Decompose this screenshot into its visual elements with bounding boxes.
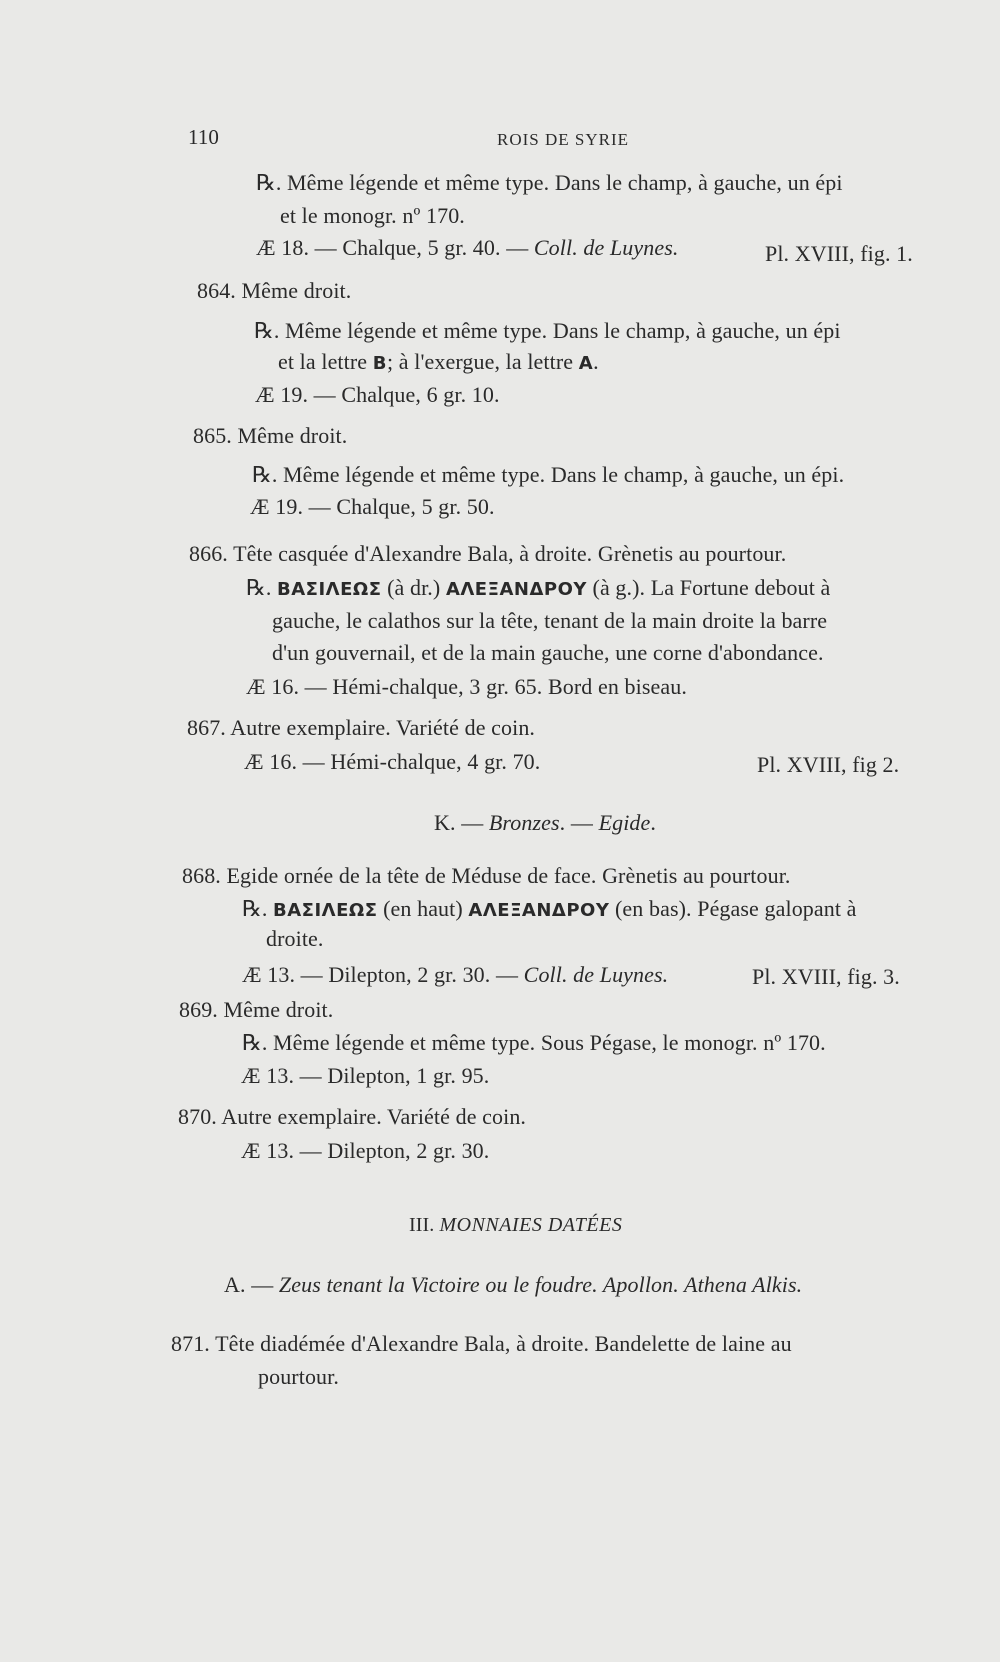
- entry-line: 868. Egide ornée de la tête de Méduse de face. Grènetis au pourtour.: [182, 863, 791, 888]
- text-line: Æ 19. — Chalque, 6 gr. 10.: [255, 382, 500, 407]
- plate-reference: Pl. XVIII, fig. 1.: [765, 241, 913, 266]
- entry-line: 871. Tête diadémée d'Alexandre Bala, à droite. Bandelette de laine au: [171, 1331, 792, 1356]
- entry-line: 869. Même droit.: [179, 997, 334, 1022]
- text-line: et le monogr. nº 170.: [280, 203, 465, 228]
- entry-line: 870. Autre exemplaire. Variété de coin.: [178, 1104, 527, 1129]
- text-line: ℞. Même légende et même type. Dans le champ, à gauche, un épi: [254, 318, 841, 343]
- section-heading: III. MONNAIES DATÉES: [409, 1214, 623, 1236]
- text-line: ℞. Même légende et même type. Dans le champ, à gauche, un épi: [256, 170, 843, 195]
- text-line: Æ 13. — Dilepton, 2 gr. 30.: [241, 1138, 490, 1163]
- section-subheading: A. — Zeus tenant la Victoire ou le foudre. Apollon. Athena Alkis.: [224, 1272, 803, 1297]
- text-line: ℞. ΒΑΣΙΛΕΩΣ (en haut) ΑΛΕΞΑΝΔΡΟΥ (en bas). Pégase galopant à: [242, 896, 857, 921]
- entry-line: 864. Même droit.: [197, 278, 352, 303]
- page-number: 110: [188, 125, 220, 149]
- section-heading: K. — Bronzes. — Egide.: [434, 810, 657, 835]
- entry-line: 867. Autre exemplaire. Variété de coin.: [187, 715, 536, 740]
- entry-line: 865. Même droit.: [193, 423, 348, 448]
- plate-reference: Pl. XVIII, fig 2.: [757, 752, 900, 777]
- text-line: ℞. ΒΑΣΙΛΕΩΣ (à dr.) ΑΛΕΞΑΝΔΡΟΥ (à g.). La Fortune debout à: [246, 575, 831, 600]
- text-line: Æ 13. — Dilepton, 1 gr. 95.: [241, 1063, 490, 1088]
- text-line: Æ 19. — Chalque, 5 gr. 50.: [250, 494, 495, 519]
- entry-line: 866. Tête casquée d'Alexandre Bala, à droite. Grènetis au pourtour.: [189, 541, 787, 566]
- text-line: Æ 16. — Hémi-chalque, 3 gr. 65. Bord en biseau.: [246, 674, 687, 699]
- text-line: pourtour.: [258, 1364, 339, 1389]
- text-line: ℞. Même légende et même type. Sous Pégase, le monogr. nº 170.: [242, 1030, 826, 1055]
- text-line: Æ 16. — Hémi-chalque, 4 gr. 70.: [244, 749, 541, 774]
- text-line: droite.: [266, 926, 324, 951]
- running-title: ROIS DE SYRIE: [497, 130, 630, 149]
- text-line: d'un gouvernail, et de la main gauche, une corne d'abondance.: [272, 640, 824, 665]
- text-line: ℞. Même légende et même type. Dans le champ, à gauche, un épi.: [252, 462, 845, 487]
- text-line: gauche, le calathos sur la tête, tenant de la main droite la barre: [272, 608, 828, 633]
- text-line: et la lettre B; à l'exergue, la lettre A.: [278, 349, 599, 374]
- plate-reference: Pl. XVIII, fig. 3.: [752, 964, 900, 989]
- text-line: Æ 18. — Chalque, 5 gr. 40. — Coll. de Luynes.: [256, 235, 679, 260]
- text-line: Æ 13. — Dilepton, 2 gr. 30. — Coll. de Luynes.: [242, 962, 669, 987]
